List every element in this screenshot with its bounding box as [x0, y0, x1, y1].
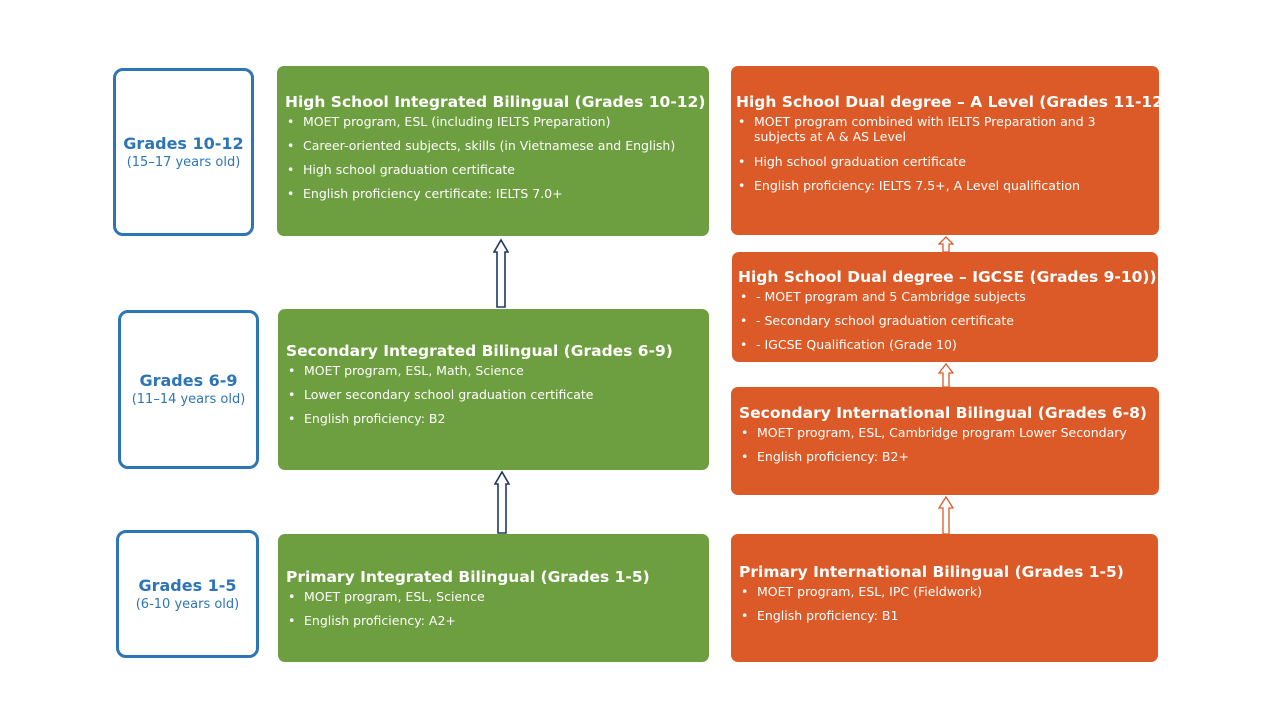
list-item: • English proficiency: IELTS 7.5+, A Level qualification: [738, 178, 1080, 193]
card-secondary-international: [731, 387, 1159, 495]
card-title: Secondary Integrated Bilingual (Grades 6-9): [286, 342, 673, 360]
card-high-school-igcse: [732, 252, 1158, 362]
list-item: • - Secondary school graduation certificate: [740, 313, 1014, 328]
card-primary-integrated: [278, 534, 709, 662]
list-item: • MOET program, ESL, Math, Science: [288, 363, 524, 378]
list-item: • High school graduation certificate: [287, 162, 515, 177]
list-item: • English proficiency: A2+: [288, 613, 456, 628]
card-title: High School Integrated Bilingual (Grades 10-12): [285, 93, 706, 111]
up-arrow-icon: [493, 238, 509, 308]
list-item: • MOET program, ESL (including IELTS Preparation): [287, 114, 611, 129]
list-item: • Lower secondary school graduation certificate: [288, 387, 594, 402]
list-item: • MOET program, ESL, Cambridge program Lower Secondary: [741, 425, 1127, 440]
card-title: Primary International Bilingual (Grades 1-5): [739, 563, 1124, 581]
card-secondary-integrated: [278, 309, 709, 470]
grade-age: (15–17 years old): [126, 154, 241, 170]
card-list: [738, 289, 1150, 352]
list-item: • MOET program, ESL, Science: [288, 589, 485, 604]
list-item: • - IGCSE Qualification (Grade 10): [740, 337, 957, 352]
up-arrow-icon: [938, 496, 954, 535]
list-item: • High school graduation certificate: [738, 154, 966, 169]
card-list: [739, 584, 1150, 623]
list-item: • English proficiency certificate: IELTS 7.0+: [287, 186, 563, 201]
list-item: • MOET program, ESL, IPC (Fieldwork): [741, 584, 982, 599]
card-list: [286, 363, 701, 426]
list-item: • English proficiency: B1: [741, 608, 899, 623]
card-list: [736, 114, 1151, 193]
card-high-school-integrated: [277, 66, 709, 236]
grade-title: Grades 6-9: [139, 371, 238, 390]
card-high-school-a-level: [731, 66, 1171, 235]
list-item: • English proficiency: B2+: [741, 449, 909, 464]
grade-box-1-5: [116, 530, 259, 658]
grade-title: Grades 1-5: [138, 575, 237, 595]
card-title: High School Dual degree – A Level (Grades 11-12): [736, 93, 1171, 111]
list-item: • MOET program combined with IELTS Preparation and 3 subjects at A & AS Level: [738, 114, 1096, 144]
up-arrow-icon: [938, 236, 954, 253]
grade-box-6-9: [118, 310, 259, 469]
card-primary-international: [731, 534, 1158, 662]
card-list: [739, 425, 1151, 464]
list-item: • English proficiency: B2: [288, 411, 446, 426]
up-arrow-icon: [938, 363, 954, 388]
card-list: [285, 114, 701, 201]
list-item: • Career-oriented subjects, skills (in Vietnamese and English): [287, 138, 676, 153]
card-list: [286, 589, 701, 628]
up-arrow-icon: [494, 470, 510, 534]
card-title: Secondary International Bilingual (Grades 6-8): [739, 404, 1147, 422]
list-item: • - MOET program and 5 Cambridge subjects: [740, 289, 1026, 304]
card-title: High School Dual degree – IGCSE (Grades 9-10)): [738, 268, 1157, 286]
grade-title: Grades 10-12: [123, 133, 244, 153]
grade-box-10-12: [113, 68, 254, 236]
grade-age: (6-10 years old): [135, 596, 240, 612]
card-title: Primary Integrated Bilingual (Grades 1-5): [286, 568, 650, 586]
grade-age: (11–14 years old): [131, 392, 246, 407]
